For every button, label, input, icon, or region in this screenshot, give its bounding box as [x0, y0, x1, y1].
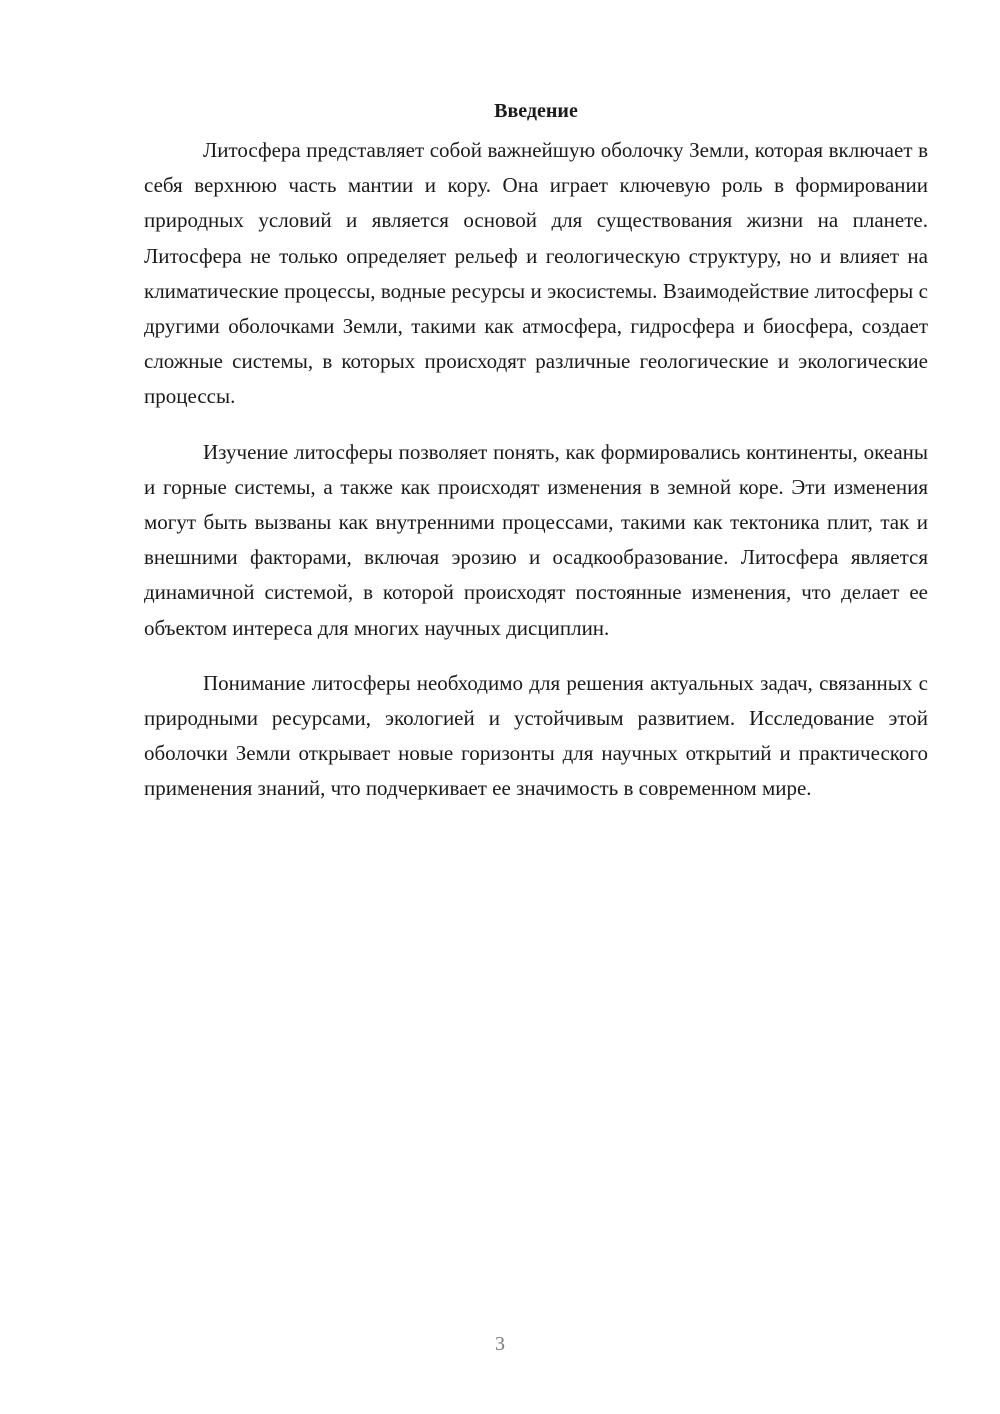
- paragraph-3: Понимание литосферы необходимо для решения актуальных задач, связанных с природными ресурсами, экологией и устойчивым развитием. Исследование этой оболочки Земли открывает новые горизонты для научных открытий и практического применения знаний, что подчеркивает ее значимость в современном мире.: [144, 670, 928, 801]
- paragraph-1: Литосфера представляет собой важнейшую оболочку Земли, которая включает в себя верхнюю часть мантии и кору. Она играет ключевую роль в формировании природных условий и является основой для существования жизни на планете. Литосфера не только определяет рельеф и геологическую структуру, но и влияет на климатические процессы, водные ресурсы и экосистемы. Взаимодействие литосферы с другими оболочками Земли, такими как атмосфера, гидросфера и биосфера, создает сложные системы, в которых происходят различные геологические и экологические процессы.: [144, 138, 928, 409]
- page-number: 3: [495, 1333, 505, 1355]
- page-content: [144, 95, 928, 827]
- section-title: Введение: [494, 100, 578, 122]
- paragraph-2: Изучение литосферы позволяет понять, как формировались континенты, океаны и горные системы, а также как происходят изменения в земной коре. Эти изменения могут быть вызваны как внутренними процессами, такими как тектоника плит, так и внешними факторами, включая эрозию и осадкообразование. Литосфера является динамичной системой, в которой происходят постоянные изменения, что делает ее объектом интереса для многих научных дисциплин.: [144, 439, 928, 640]
